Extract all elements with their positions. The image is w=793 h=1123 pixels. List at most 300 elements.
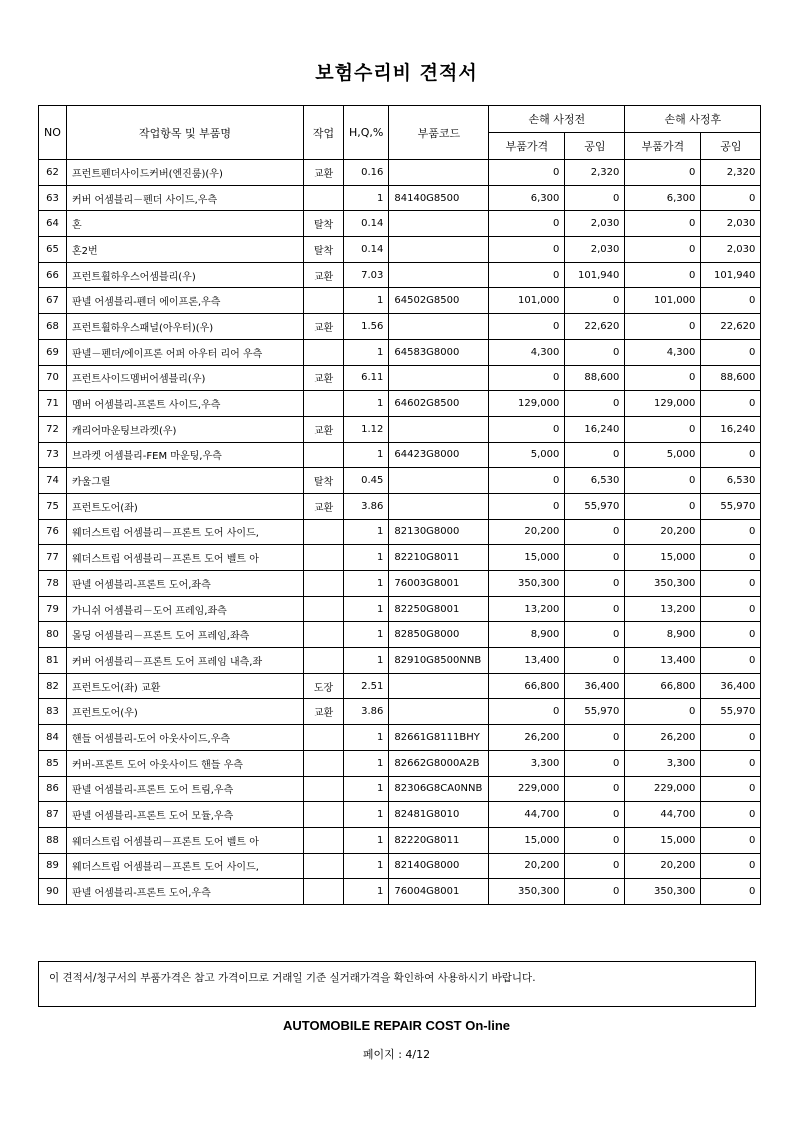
document-title: 보험수리비 견적서 [315, 62, 478, 84]
cell-work: 교환 [304, 699, 344, 725]
cell-before-part-price: 20,200 [489, 853, 565, 879]
page-number: 페이지 : 4/12 [362, 1048, 431, 1061]
cell-after-part-price: 129,000 [625, 391, 701, 417]
cell-work: 교환 [304, 493, 344, 519]
cell-before-labor: 0 [565, 545, 625, 571]
header-after-adjustment: 손해 사정후 [625, 106, 761, 133]
table-row [39, 622, 761, 648]
table-row [39, 391, 761, 417]
header-part-code: 부품코드 [389, 106, 489, 160]
cell-part-code: 82220G8011 [389, 827, 489, 853]
cell-work [304, 622, 344, 648]
cell-after-part-price: 0 [625, 493, 701, 519]
cell-work: 도장 [304, 673, 344, 699]
table-row [39, 468, 761, 494]
cell-item: 웨더스트립 어셈블리－프론트 도어 사이드, [67, 853, 304, 879]
cell-after-part-price: 26,200 [625, 725, 701, 751]
cell-hq: 0.14 [344, 237, 389, 263]
cell-work: 탈착 [304, 211, 344, 237]
cell-after-part-price: 15,000 [625, 545, 701, 571]
cell-work [304, 442, 344, 468]
table-row [39, 211, 761, 237]
cell-part-code [389, 468, 489, 494]
cell-before-labor: 2,030 [565, 237, 625, 263]
cell-before-labor: 0 [565, 622, 625, 648]
cell-after-part-price: 0 [625, 211, 701, 237]
table-row [39, 725, 761, 751]
cell-after-labor: 55,970 [701, 493, 761, 519]
cell-no: 67 [39, 288, 67, 314]
cell-part-code: 64502G8500 [389, 288, 489, 314]
cell-before-labor: 0 [565, 750, 625, 776]
cell-after-part-price: 20,200 [625, 853, 701, 879]
cell-before-labor: 0 [565, 879, 625, 905]
cell-before-labor: 0 [565, 596, 625, 622]
cell-no: 70 [39, 365, 67, 391]
cell-no: 71 [39, 391, 67, 417]
cell-work [304, 802, 344, 828]
cell-part-code [389, 160, 489, 186]
cell-before-labor: 101,940 [565, 262, 625, 288]
cell-after-part-price: 350,300 [625, 571, 701, 597]
cell-before-labor: 0 [565, 853, 625, 879]
cell-no: 78 [39, 571, 67, 597]
header-after-labor: 공임 [701, 133, 761, 160]
cell-before-part-price: 229,000 [489, 776, 565, 802]
cell-no: 69 [39, 339, 67, 365]
cell-part-code: 64602G8500 [389, 391, 489, 417]
cell-part-code: 82306G8CA0NNB [389, 776, 489, 802]
cell-before-part-price: 15,000 [489, 827, 565, 853]
table-row [39, 853, 761, 879]
cell-part-code: 76003G8001 [389, 571, 489, 597]
cell-before-labor: 16,240 [565, 416, 625, 442]
cell-before-part-price: 3,300 [489, 750, 565, 776]
cell-item: 가니쉬 어셈블리－도어 프레임,좌측 [67, 596, 304, 622]
cell-no: 62 [39, 160, 67, 186]
header-item: 작업항목 및 부품명 [67, 106, 304, 160]
cell-part-code [389, 699, 489, 725]
cell-before-labor: 6,530 [565, 468, 625, 494]
table-row [39, 827, 761, 853]
cell-after-labor: 55,970 [701, 699, 761, 725]
cell-after-part-price: 66,800 [625, 673, 701, 699]
cell-hq: 1 [344, 802, 389, 828]
cell-work [304, 776, 344, 802]
cell-before-labor: 0 [565, 802, 625, 828]
cell-part-code: 64583G8000 [389, 339, 489, 365]
cell-hq: 6.11 [344, 365, 389, 391]
header-before-part-price: 부품가격 [489, 133, 565, 160]
cell-before-labor: 0 [565, 827, 625, 853]
table-row [39, 185, 761, 211]
cell-part-code: 82910G8500NNB [389, 648, 489, 674]
table-row [39, 519, 761, 545]
cell-after-labor: 101,940 [701, 262, 761, 288]
cell-before-part-price: 26,200 [489, 725, 565, 751]
cell-hq: 1 [344, 853, 389, 879]
cell-before-part-price: 0 [489, 468, 565, 494]
cell-hq: 0.14 [344, 211, 389, 237]
cell-before-part-price: 0 [489, 237, 565, 263]
cell-hq: 1 [344, 827, 389, 853]
cell-after-labor: 16,240 [701, 416, 761, 442]
cell-after-part-price: 13,200 [625, 596, 701, 622]
cell-item: 혼2번 [67, 237, 304, 263]
cell-item: 웨더스트립 어셈블리－프론트 도어 사이드, [67, 519, 304, 545]
cell-work [304, 391, 344, 417]
cell-item: 몰딩 어셈블리－프론트 도어 프레임,좌측 [67, 622, 304, 648]
cell-hq: 1 [344, 288, 389, 314]
cell-before-labor: 2,320 [565, 160, 625, 186]
cell-no: 79 [39, 596, 67, 622]
header-before-labor: 공임 [565, 133, 625, 160]
cell-hq: 1 [344, 185, 389, 211]
cell-after-labor: 0 [701, 622, 761, 648]
cell-after-part-price: 101,000 [625, 288, 701, 314]
cell-work: 교환 [304, 160, 344, 186]
cell-hq: 0.16 [344, 160, 389, 186]
table-row [39, 776, 761, 802]
cell-before-labor: 36,400 [565, 673, 625, 699]
cell-hq: 1 [344, 545, 389, 571]
cell-part-code [389, 416, 489, 442]
cell-hq: 1 [344, 519, 389, 545]
cell-after-labor: 88,600 [701, 365, 761, 391]
cell-work: 탈착 [304, 468, 344, 494]
cell-before-part-price: 350,300 [489, 571, 565, 597]
table-row [39, 288, 761, 314]
cell-no: 88 [39, 827, 67, 853]
cell-no: 72 [39, 416, 67, 442]
cell-no: 64 [39, 211, 67, 237]
cell-hq: 1 [344, 339, 389, 365]
cell-after-part-price: 44,700 [625, 802, 701, 828]
cell-before-labor: 0 [565, 288, 625, 314]
cell-before-part-price: 0 [489, 416, 565, 442]
cell-after-part-price: 0 [625, 699, 701, 725]
cell-item: 웨더스트립 어셈블리－프론트 도어 벨트 아 [67, 545, 304, 571]
cell-before-part-price: 0 [489, 314, 565, 340]
cell-work [304, 571, 344, 597]
cell-after-part-price: 8,900 [625, 622, 701, 648]
cell-hq: 1 [344, 571, 389, 597]
cell-before-labor: 0 [565, 339, 625, 365]
cell-no: 84 [39, 725, 67, 751]
cell-no: 90 [39, 879, 67, 905]
cell-hq: 1 [344, 596, 389, 622]
cell-no: 73 [39, 442, 67, 468]
cell-work: 교환 [304, 416, 344, 442]
cell-hq: 3.86 [344, 493, 389, 519]
table-row [39, 648, 761, 674]
cell-no: 68 [39, 314, 67, 340]
cell-no: 77 [39, 545, 67, 571]
cell-before-part-price: 20,200 [489, 519, 565, 545]
cell-after-labor: 6,530 [701, 468, 761, 494]
cell-work [304, 596, 344, 622]
cell-after-part-price: 0 [625, 237, 701, 263]
cell-before-part-price: 0 [489, 262, 565, 288]
cell-hq: 1 [344, 776, 389, 802]
cell-no: 63 [39, 185, 67, 211]
cell-before-part-price: 0 [489, 493, 565, 519]
cell-work [304, 339, 344, 365]
cell-work: 교환 [304, 262, 344, 288]
cell-item: 커버 어셈블리－프론트 도어 프레임 내측,좌 [67, 648, 304, 674]
cell-before-labor: 2,030 [565, 211, 625, 237]
cell-after-labor: 36,400 [701, 673, 761, 699]
table-row [39, 802, 761, 828]
cell-item: 판넬 어셈블리-펜더 에이프론,우측 [67, 288, 304, 314]
cell-item: 웨더스트립 어셈블리－프론트 도어 벨트 아 [67, 827, 304, 853]
cell-part-code: 82661G8111BHY [389, 725, 489, 751]
cell-before-part-price: 129,000 [489, 391, 565, 417]
cell-after-labor: 0 [701, 750, 761, 776]
table-body [39, 160, 761, 905]
cell-before-part-price: 13,400 [489, 648, 565, 674]
table-row [39, 879, 761, 905]
cell-part-code: 82210G8011 [389, 545, 489, 571]
estimate-table [38, 105, 761, 905]
cell-item: 핸들 어셈블리-도어 아웃사이드,우측 [67, 725, 304, 751]
cell-before-part-price: 66,800 [489, 673, 565, 699]
cell-work [304, 853, 344, 879]
table-row [39, 750, 761, 776]
cell-after-labor: 0 [701, 519, 761, 545]
table-row [39, 673, 761, 699]
cell-no: 86 [39, 776, 67, 802]
table-row [39, 545, 761, 571]
cell-before-labor: 0 [565, 391, 625, 417]
cell-item: 프런트도어(좌) [67, 493, 304, 519]
cell-before-labor: 0 [565, 519, 625, 545]
header-no: NO [39, 106, 67, 160]
cell-no: 85 [39, 750, 67, 776]
cell-item: 브라켓 어셈블리-FEM 마운팅,우측 [67, 442, 304, 468]
cell-after-part-price: 4,300 [625, 339, 701, 365]
cell-item: 판넬 어셈블리-프론트 도어,좌측 [67, 571, 304, 597]
cell-item: 프런트도어(우) [67, 699, 304, 725]
table-row [39, 314, 761, 340]
cell-item: 판넬 어셈블리-프론트 도어 트림,우측 [67, 776, 304, 802]
cell-before-labor: 22,620 [565, 314, 625, 340]
cell-after-part-price: 0 [625, 416, 701, 442]
cell-after-labor: 22,620 [701, 314, 761, 340]
cell-part-code: 64423G8000 [389, 442, 489, 468]
cell-no: 74 [39, 468, 67, 494]
cell-before-part-price: 6,300 [489, 185, 565, 211]
cell-after-part-price: 20,200 [625, 519, 701, 545]
cell-after-part-price: 0 [625, 160, 701, 186]
cell-no: 75 [39, 493, 67, 519]
notice-box [38, 961, 756, 1007]
cell-after-labor: 2,030 [701, 237, 761, 263]
cell-after-labor: 0 [701, 339, 761, 365]
cell-before-labor: 0 [565, 442, 625, 468]
cell-item: 판넬 어셈블리-프론트 도어,우측 [67, 879, 304, 905]
cell-no: 83 [39, 699, 67, 725]
cell-before-labor: 88,600 [565, 365, 625, 391]
cell-no: 76 [39, 519, 67, 545]
table-row [39, 365, 761, 391]
cell-after-labor: 0 [701, 596, 761, 622]
cell-item: 프런트휠하우스어셈블리(우) [67, 262, 304, 288]
table-row [39, 416, 761, 442]
cell-hq: 7.03 [344, 262, 389, 288]
cell-hq: 1 [344, 750, 389, 776]
header-work: 작업 [304, 106, 344, 160]
cell-part-code: 76004G8001 [389, 879, 489, 905]
cell-after-labor: 0 [701, 648, 761, 674]
cell-item: 멤버 어셈블리-프론트 사이드,우측 [67, 391, 304, 417]
cell-after-part-price: 3,300 [625, 750, 701, 776]
cell-before-part-price: 0 [489, 365, 565, 391]
cell-no: 81 [39, 648, 67, 674]
cell-after-part-price: 6,300 [625, 185, 701, 211]
cell-before-part-price: 0 [489, 211, 565, 237]
cell-hq: 1.56 [344, 314, 389, 340]
cell-item: 프런트펜더사이드커버(엔진룸)(우) [67, 160, 304, 186]
cell-after-labor: 0 [701, 185, 761, 211]
cell-after-labor: 0 [701, 879, 761, 905]
cell-before-part-price: 350,300 [489, 879, 565, 905]
cell-part-code [389, 237, 489, 263]
cell-before-labor: 55,970 [565, 699, 625, 725]
cell-after-labor: 2,320 [701, 160, 761, 186]
cell-part-code [389, 314, 489, 340]
cell-after-labor: 0 [701, 391, 761, 417]
cell-before-labor: 0 [565, 571, 625, 597]
cell-hq: 1.12 [344, 416, 389, 442]
cell-work [304, 827, 344, 853]
cell-before-labor: 0 [565, 725, 625, 751]
cell-work [304, 648, 344, 674]
cell-item: 프런트도어(좌) 교환 [67, 673, 304, 699]
cell-item: 판넬－펜더/에이프론 어퍼 아우터 리어 우측 [67, 339, 304, 365]
cell-after-labor: 0 [701, 853, 761, 879]
cell-after-labor: 0 [701, 442, 761, 468]
cell-item: 판넬 어셈블리-프론트 도어 모듈,우측 [67, 802, 304, 828]
cell-part-code: 82850G8000 [389, 622, 489, 648]
cell-before-labor: 0 [565, 185, 625, 211]
table-row [39, 237, 761, 263]
cell-work [304, 879, 344, 905]
header-after-part-price: 부품가격 [625, 133, 701, 160]
cell-before-labor: 55,970 [565, 493, 625, 519]
cell-item: 커버 어셈블리－펜더 사이드,우측 [67, 185, 304, 211]
cell-after-part-price: 0 [625, 262, 701, 288]
table-row [39, 339, 761, 365]
cell-after-labor: 0 [701, 802, 761, 828]
cell-hq: 1 [344, 622, 389, 648]
cell-item: 프런트사이드멤버어셈블리(우) [67, 365, 304, 391]
cell-part-code: 82130G8000 [389, 519, 489, 545]
cell-work [304, 288, 344, 314]
cell-before-part-price: 15,000 [489, 545, 565, 571]
footer-brand: AUTOMOBILE REPAIR COST On-line [282, 1018, 511, 1033]
cell-part-code: 82140G8000 [389, 853, 489, 879]
cell-no: 65 [39, 237, 67, 263]
cell-part-code [389, 211, 489, 237]
cell-hq: 1 [344, 879, 389, 905]
cell-after-labor: 0 [701, 288, 761, 314]
cell-work: 교환 [304, 365, 344, 391]
cell-no: 66 [39, 262, 67, 288]
cell-item: 혼 [67, 211, 304, 237]
cell-after-part-price: 15,000 [625, 827, 701, 853]
table-row [39, 596, 761, 622]
table-row [39, 262, 761, 288]
cell-after-part-price: 350,300 [625, 879, 701, 905]
cell-part-code: 82662G8000A2B [389, 750, 489, 776]
cell-hq: 1 [344, 725, 389, 751]
cell-work [304, 185, 344, 211]
notice-text: 이 견적서/청구서의 부품가격은 참고 가격이므로 거래일 기준 실거래가격을 확인하여 사용하시기 바랍니다. [49, 972, 536, 984]
cell-no: 87 [39, 802, 67, 828]
cell-after-part-price: 0 [625, 365, 701, 391]
header-hq: H,Q,% [344, 106, 389, 160]
cell-no: 89 [39, 853, 67, 879]
cell-item: 캐리어마운팅브라켓(우) [67, 416, 304, 442]
cell-after-labor: 0 [701, 725, 761, 751]
header-before-adjustment: 손해 사정전 [489, 106, 625, 133]
cell-after-labor: 0 [701, 776, 761, 802]
cell-item: 커버-프론트 도어 아웃사이드 핸들 우측 [67, 750, 304, 776]
cell-before-part-price: 4,300 [489, 339, 565, 365]
cell-no: 82 [39, 673, 67, 699]
cell-before-part-price: 5,000 [489, 442, 565, 468]
cell-part-code [389, 673, 489, 699]
cell-part-code: 82481G8010 [389, 802, 489, 828]
cell-before-labor: 0 [565, 648, 625, 674]
cell-work [304, 725, 344, 751]
cell-after-labor: 0 [701, 545, 761, 571]
cell-work [304, 750, 344, 776]
cell-before-part-price: 101,000 [489, 288, 565, 314]
cell-after-labor: 0 [701, 827, 761, 853]
cell-work [304, 519, 344, 545]
cell-part-code: 82250G8001 [389, 596, 489, 622]
cell-work: 탈착 [304, 237, 344, 263]
table-row [39, 160, 761, 186]
table-row [39, 699, 761, 725]
cell-before-part-price: 0 [489, 160, 565, 186]
table-row [39, 442, 761, 468]
cell-before-labor: 0 [565, 776, 625, 802]
cell-after-part-price: 5,000 [625, 442, 701, 468]
cell-hq: 1 [344, 442, 389, 468]
table-row [39, 571, 761, 597]
cell-hq: 1 [344, 391, 389, 417]
cell-hq: 3.86 [344, 699, 389, 725]
cell-work [304, 545, 344, 571]
cell-after-labor: 0 [701, 571, 761, 597]
cell-after-part-price: 0 [625, 468, 701, 494]
cell-after-labor: 2,030 [701, 211, 761, 237]
cell-before-part-price: 13,200 [489, 596, 565, 622]
cell-work: 교환 [304, 314, 344, 340]
cell-part-code [389, 365, 489, 391]
cell-before-part-price: 0 [489, 699, 565, 725]
cell-part-code [389, 262, 489, 288]
cell-after-part-price: 0 [625, 314, 701, 340]
cell-no: 80 [39, 622, 67, 648]
cell-part-code: 84140G8500 [389, 185, 489, 211]
cell-before-part-price: 44,700 [489, 802, 565, 828]
cell-part-code [389, 493, 489, 519]
cell-after-part-price: 229,000 [625, 776, 701, 802]
